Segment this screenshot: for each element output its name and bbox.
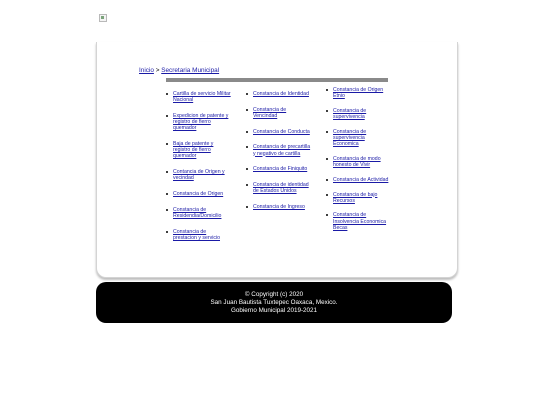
menu-item xyxy=(325,212,391,231)
menu-item xyxy=(165,207,231,219)
breadcrumb-separator: > xyxy=(155,67,160,74)
menu-link-cartilla-servicio-militar[interactable]: Cartilla de servicio Militar Nacional xyxy=(173,91,231,104)
menu-item xyxy=(245,107,311,119)
menu-item xyxy=(325,177,391,183)
menu-link-identidad[interactable]: Constancia de Identidad xyxy=(253,91,309,97)
menu-link-prestacion-servicio[interactable]: Constancia de prestacion y servicio xyxy=(173,228,220,241)
menu-link-conducta[interactable]: Constancia de Conducta xyxy=(253,128,310,135)
broken-image-icon xyxy=(99,14,107,22)
menu-link-origen-vecindad[interactable]: Contancia de Origen y vecindad xyxy=(173,169,225,182)
menu-item xyxy=(245,144,311,156)
footer-government: Gobierno Municipal 2019-2021 xyxy=(230,307,318,314)
menu-item xyxy=(245,166,311,172)
menu-link-supervivencia[interactable]: Constancia de supervivencia xyxy=(333,107,367,121)
menu-column-3 xyxy=(325,87,391,240)
menu-item xyxy=(165,191,231,197)
menu-item xyxy=(325,156,391,168)
menu-link-supervivencia-economica[interactable]: Constancia de supervivencia Economica xyxy=(333,128,367,148)
menu-item xyxy=(325,87,391,99)
section-divider-bar xyxy=(166,78,388,82)
menu-link-constancia-origen[interactable]: Constancia de Origen xyxy=(173,191,224,198)
menu-link-finiquito[interactable]: Constancia de Finiquito xyxy=(253,166,308,173)
menu-item xyxy=(245,91,311,97)
breadcrumb-current-link[interactable]: Secretaria Municipal xyxy=(161,67,220,74)
menu-item xyxy=(325,192,391,204)
menu-link-origen-etnio[interactable]: Constancia de Origen Etnio xyxy=(333,87,384,100)
menu-column-1 xyxy=(165,91,231,251)
menu-item xyxy=(325,129,391,148)
menu-item xyxy=(165,91,231,103)
menu-item xyxy=(245,204,311,210)
menu-item xyxy=(165,141,231,160)
menu-column-2 xyxy=(245,91,311,220)
footer xyxy=(96,282,452,323)
breadcrumb xyxy=(139,67,219,74)
menu-link-vecindad[interactable]: Constancia de Vencindad xyxy=(253,106,287,119)
menu-item xyxy=(245,129,311,135)
menu-link-residencia-domicilio[interactable]: Constancia de Residendia/Domicilio xyxy=(173,206,222,219)
menu-item xyxy=(165,113,231,132)
breadcrumb-home-link[interactable]: Inicio xyxy=(139,67,154,74)
menu-item xyxy=(325,108,391,120)
menu-link-precartilla[interactable]: Constancia de precartilla y negativo de cartilla xyxy=(253,144,311,157)
menu-link-expedicion-patente[interactable]: Expedicion de patente y registro de fierro quemador xyxy=(173,112,229,132)
menu-link-insolvencia-becas[interactable]: Constancia de Insolvencia Economica Becas xyxy=(333,212,387,231)
footer-address: San Juan Bautista Tuxtepec Oaxaca, Mexico. xyxy=(210,299,338,306)
menu-link-baja-patente[interactable]: Baja de patente y registro de fierro quemador xyxy=(173,141,214,160)
menu-item xyxy=(165,229,231,241)
menu-link-modo-honesto[interactable]: Constancia de modo honesto de Vivir xyxy=(333,155,381,169)
menu-item xyxy=(245,182,311,194)
menu-item xyxy=(165,169,231,181)
menu-link-identidad-estados-unidos[interactable]: Constancia de identidad de Estados Unidos xyxy=(253,181,309,195)
menu-link-bajo-recursos[interactable]: Constancia de bajo Recursos xyxy=(333,191,378,204)
menu-link-ingreso[interactable]: Constancia de Ingreso xyxy=(253,203,305,210)
footer-copyright: © Copyright (c) 2020 xyxy=(244,291,304,298)
menu-link-actividad[interactable]: Constancia de Actividad xyxy=(333,176,389,183)
